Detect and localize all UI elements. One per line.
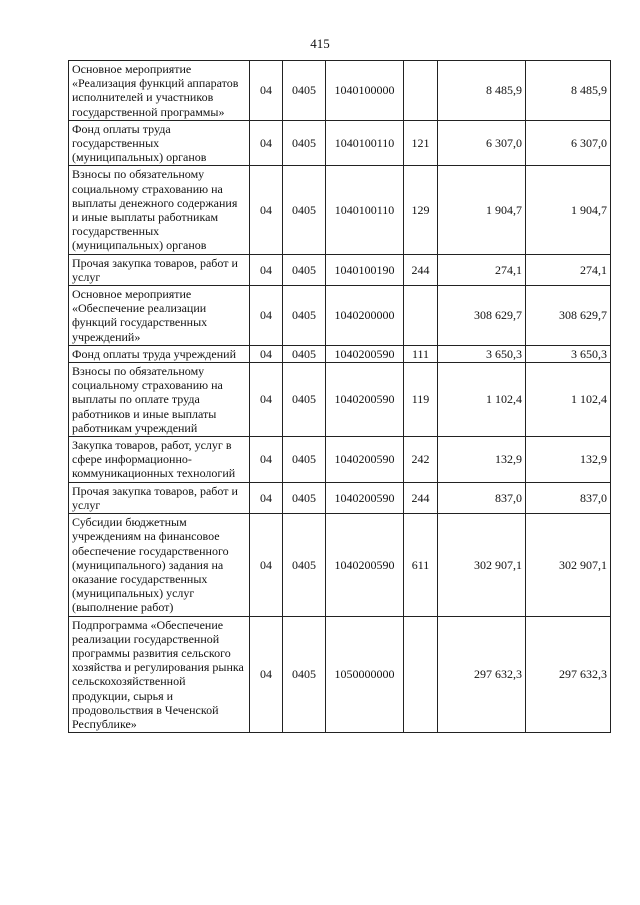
- row-amount-2: 132,9: [526, 437, 611, 483]
- row-amount-2: 1 102,4: [526, 363, 611, 437]
- row-amount-2: 274,1: [526, 254, 611, 285]
- row-amount-1: 837,0: [438, 482, 526, 513]
- row-podrazdel: 0405: [283, 61, 326, 121]
- row-expense-type: 611: [404, 514, 438, 616]
- row-amount-2: 308 629,7: [526, 286, 611, 346]
- row-podrazdel: 0405: [283, 254, 326, 285]
- row-target-article: 1040100000: [326, 61, 404, 121]
- row-expense-type: 242: [404, 437, 438, 483]
- row-name: Фонд оплаты труда учреждений: [69, 345, 250, 362]
- row-razdel: 04: [250, 254, 283, 285]
- row-razdel: 04: [250, 482, 283, 513]
- budget-table: [68, 60, 611, 733]
- row-podrazdel: 0405: [283, 482, 326, 513]
- row-name: Прочая закупка товаров, работ и услуг: [69, 482, 250, 513]
- row-razdel: 04: [250, 61, 283, 121]
- row-target-article: 1040200590: [326, 363, 404, 437]
- row-target-article: 1040200590: [326, 437, 404, 483]
- row-target-article: 1050000000: [326, 616, 404, 733]
- row-razdel: 04: [250, 437, 283, 483]
- table-row: [69, 286, 611, 346]
- row-amount-1: 8 485,9: [438, 61, 526, 121]
- table-row: [69, 61, 611, 121]
- row-razdel: 04: [250, 363, 283, 437]
- row-expense-type: 121: [404, 120, 438, 166]
- row-amount-1: 6 307,0: [438, 120, 526, 166]
- row-razdel: 04: [250, 120, 283, 166]
- row-target-article: 1040200590: [326, 482, 404, 513]
- row-podrazdel: 0405: [283, 363, 326, 437]
- row-podrazdel: 0405: [283, 345, 326, 362]
- row-target-article: 1040200000: [326, 286, 404, 346]
- row-amount-2: 3 650,3: [526, 345, 611, 362]
- row-expense-type: 111: [404, 345, 438, 362]
- row-target-article: 1040200590: [326, 345, 404, 362]
- row-amount-1: 1 102,4: [438, 363, 526, 437]
- row-target-article: 1040100110: [326, 120, 404, 166]
- row-podrazdel: 0405: [283, 514, 326, 616]
- row-name: Прочая закупка товаров, работ и услуг: [69, 254, 250, 285]
- row-expense-type: [404, 61, 438, 121]
- row-name: Основное мероприятие «Обеспечение реализации функций государственных учреждений»: [69, 286, 250, 346]
- row-target-article: 1040100190: [326, 254, 404, 285]
- row-expense-type: 244: [404, 254, 438, 285]
- row-name: Закупка товаров, работ, услуг в сфере информационно-коммуникационных технологий: [69, 437, 250, 483]
- row-podrazdel: 0405: [283, 286, 326, 346]
- row-name: Взносы по обязательному социальному страхованию на выплаты денежного содержания и иные выплаты работникам государственных (муниципальных) органов: [69, 166, 250, 254]
- table-row: [69, 345, 611, 362]
- row-razdel: 04: [250, 286, 283, 346]
- row-razdel: 04: [250, 345, 283, 362]
- table-row: [69, 482, 611, 513]
- row-name: Взносы по обязательному социальному страхованию на выплаты по оплате труда работников и иные выплаты работникам учреждений: [69, 363, 250, 437]
- row-expense-type: 244: [404, 482, 438, 513]
- table-row: [69, 254, 611, 285]
- table-row: [69, 363, 611, 437]
- budget-table-body: [69, 61, 611, 733]
- page-number: 415: [310, 36, 330, 51]
- row-name: Субсидии бюджетным учреждениям на финансовое обеспечение государственного (муниципального) задания на оказание государственных (муниципальных) услуг (выполнение работ): [69, 514, 250, 616]
- table-row: [69, 616, 611, 733]
- row-razdel: 04: [250, 616, 283, 733]
- row-amount-1: 132,9: [438, 437, 526, 483]
- row-amount-1: 1 904,7: [438, 166, 526, 254]
- row-amount-2: 837,0: [526, 482, 611, 513]
- row-amount-1: 308 629,7: [438, 286, 526, 346]
- row-razdel: 04: [250, 166, 283, 254]
- row-amount-2: 8 485,9: [526, 61, 611, 121]
- table-row: [69, 514, 611, 616]
- row-expense-type: [404, 616, 438, 733]
- row-razdel: 04: [250, 514, 283, 616]
- row-amount-1: 297 632,3: [438, 616, 526, 733]
- row-podrazdel: 0405: [283, 437, 326, 483]
- row-amount-2: 297 632,3: [526, 616, 611, 733]
- row-name: Основное мероприятие «Реализация функций аппаратов исполнителей и участников государственной программы»: [69, 61, 250, 121]
- row-target-article: 1040200590: [326, 514, 404, 616]
- row-podrazdel: 0405: [283, 120, 326, 166]
- row-amount-2: 6 307,0: [526, 120, 611, 166]
- row-amount-1: 3 650,3: [438, 345, 526, 362]
- row-name: Подпрограмма «Обеспечение реализации государственной программы развития сельского хозяйства и регулирования рынка сельскохозяйственной продукции, сырья и продовольствия в Чеченской Республике»: [69, 616, 250, 733]
- row-amount-1: 302 907,1: [438, 514, 526, 616]
- row-expense-type: 119: [404, 363, 438, 437]
- row-podrazdel: 0405: [283, 616, 326, 733]
- row-name: Фонд оплаты труда государственных (муниципальных) органов: [69, 120, 250, 166]
- row-expense-type: [404, 286, 438, 346]
- table-row: [69, 437, 611, 483]
- table-row: [69, 166, 611, 254]
- table-row: [69, 120, 611, 166]
- row-expense-type: 129: [404, 166, 438, 254]
- row-amount-2: 1 904,7: [526, 166, 611, 254]
- row-amount-2: 302 907,1: [526, 514, 611, 616]
- row-amount-1: 274,1: [438, 254, 526, 285]
- row-target-article: 1040100110: [326, 166, 404, 254]
- row-podrazdel: 0405: [283, 166, 326, 254]
